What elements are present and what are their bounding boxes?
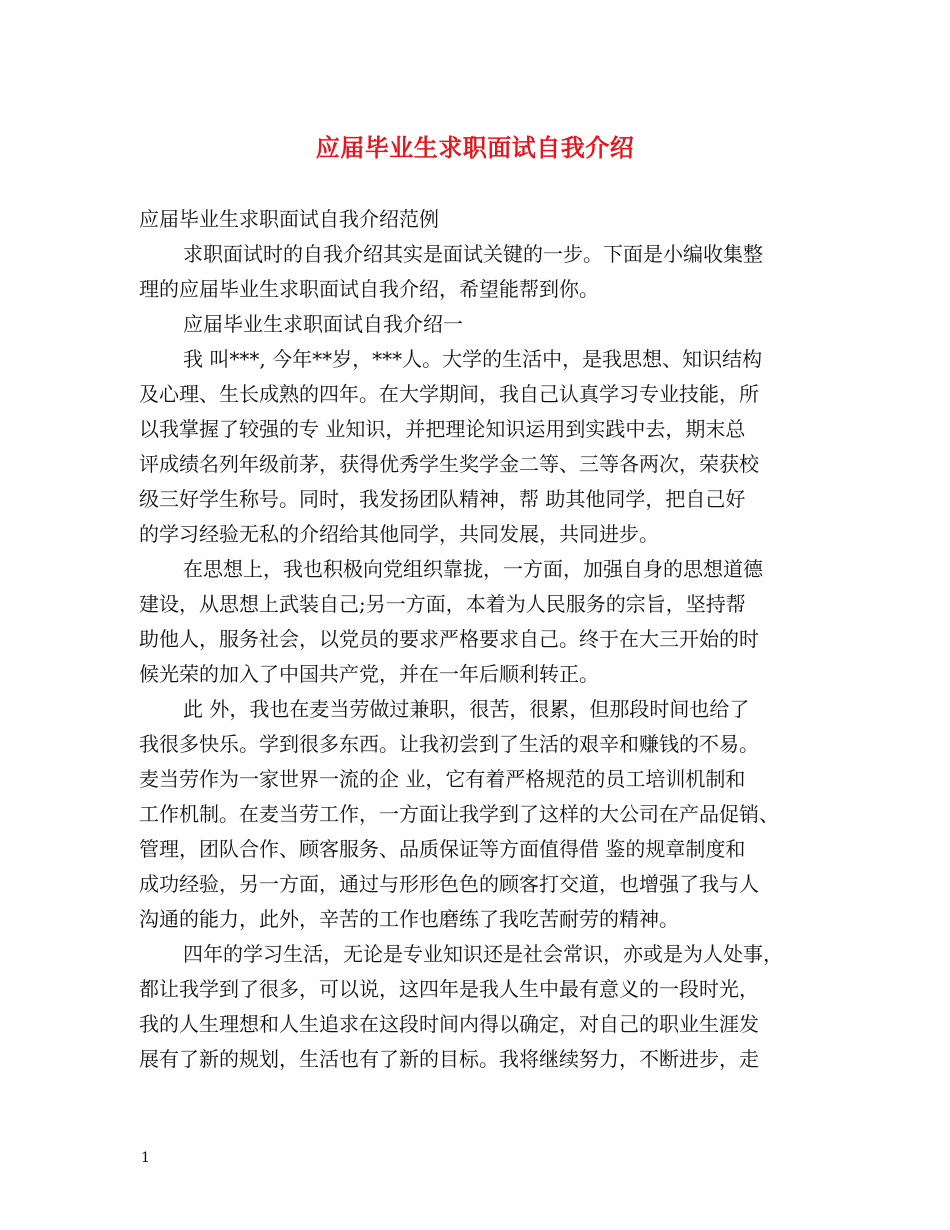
paragraph-line: 候光荣的加入了中国共产党，并在一年后顺利转正。 (139, 662, 599, 686)
paragraph-line: 工作机制。在麦当劳工作，一方面让我学到了这样的大公司在产品促销、 (139, 802, 779, 826)
page-number: 1 (141, 1150, 150, 1166)
paragraph-line: 及心理、生长成熟的四年。在大学期间，我自己认真学习专业技能，所 (139, 382, 759, 406)
paragraph-line: 以我掌握了较强的专 业知识，并把理论知识运用到实践中去，期末总 (139, 417, 746, 441)
paragraph-line: 评成绩名列年级前茅，获得优秀学生奖学金二等、三等各两次，荣获校 (139, 452, 759, 476)
paragraph-line: 助他人，服务社会，以党员的要求严格要求自己。终于在大三开始的时 (139, 627, 759, 651)
paragraph-line: 展有了新的规划，生活也有了新的目标。我将继续努力，不断进步，走 (139, 1047, 759, 1071)
paragraph-line: 都让我学到了很多，可以说，这四年是我人生中最有意义的一段时光， (139, 977, 759, 1001)
paragraph-line: 此 外，我也在麦当劳做过兼职，很苦，很累，但那段时间也给了 (183, 697, 750, 721)
paragraph-line: 的学习经验无私的介绍给其他同学，共同发展，共同进步。 (139, 522, 659, 546)
paragraph-line: 沟通的能力，此外，辛苦的工作也磨练了我吃苦耐劳的精神。 (139, 907, 679, 931)
paragraph-line: 级三好学生称号。同时，我发扬团队精神，帮 助其他同学，把自己好 (139, 487, 746, 511)
paragraph-line: 成功经验，另一方面，通过与形形色色的顾客打交道，也增强了我与人 (139, 872, 759, 896)
paragraph-line: 在思想上，我也积极向党组织靠拢，一方面，加强自身的思想道德 (183, 557, 763, 581)
document-body (139, 202, 819, 1077)
paragraph-line: 麦当劳作为一家世界一流的企 业，它有着严格规范的员工培训机制和 (139, 767, 746, 791)
paragraph-line: 我的人生理想和人生追求在这段时间内得以确定，对自己的职业生涯发 (139, 1012, 759, 1036)
paragraph-line: 我很多快乐。学到很多东西。让我初尝到了生活的艰辛和赚钱的不易。 (139, 732, 759, 756)
section-heading-line: 应届毕业生求职面试自我介绍一 (183, 312, 463, 336)
paragraph-line: 求职面试时的自我介绍其实是面试关键的一步。下面是小编收集整 (183, 242, 763, 266)
paragraph-line: 管理，团队合作、顾客服务、品质保证等方面值得借 鉴的规章制度和 (139, 837, 746, 861)
paragraph-line: 建设，从思想上武装自己;另一方面，本着为人民服务的宗旨，坚持帮 (139, 592, 746, 616)
paragraph-line: 四年的学习生活，无论是专业知识还是社会常识，亦或是为人处事， (183, 942, 783, 966)
paragraph-line: 我 叫***, 今年**岁，***人。大学的生活中，是我思想、知识结构 (183, 347, 763, 371)
document-title: 应届毕业生求职面试自我介绍 (315, 133, 635, 162)
paragraph-line: 理的应届毕业生求职面试自我介绍，希望能帮到你。 (139, 277, 599, 301)
subtitle-line: 应届毕业生求职面试自我介绍范例 (139, 207, 439, 231)
